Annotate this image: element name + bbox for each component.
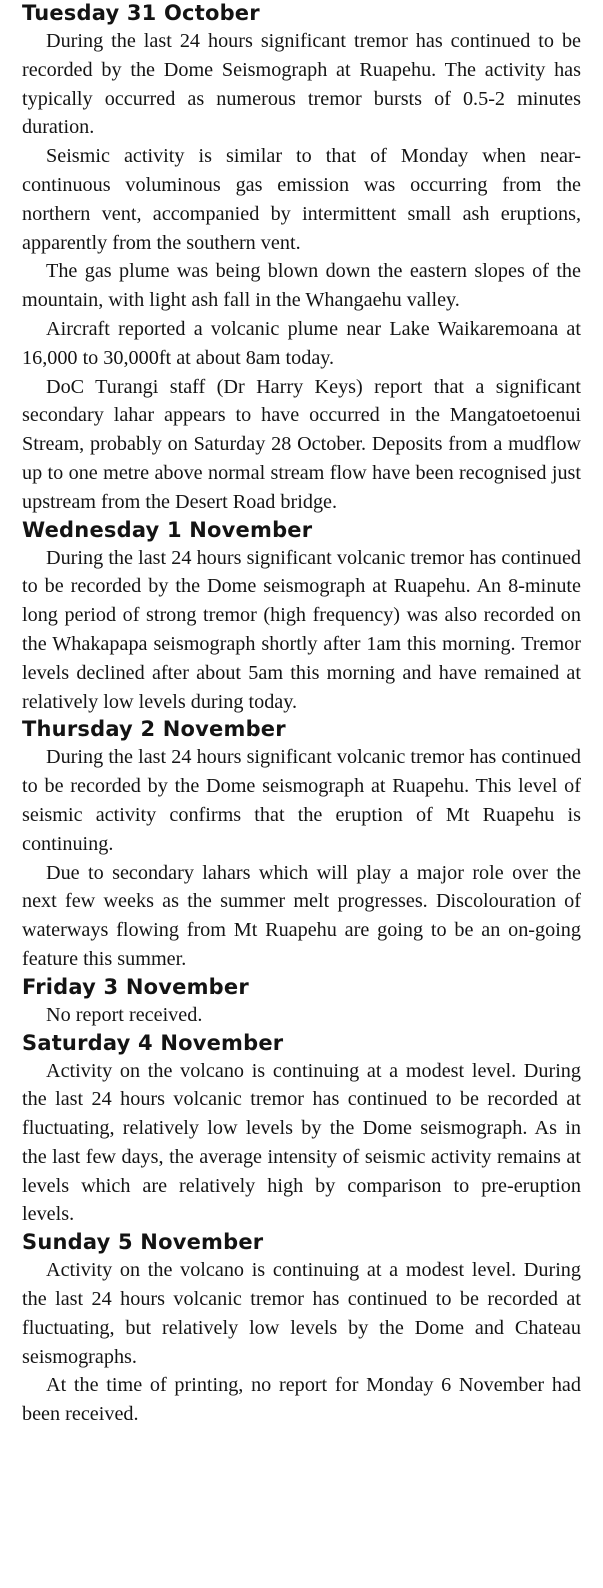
entry-paragraph: During the last 24 hours significant volcanic tremor has continued to be recorded by the Dome seismograph at Ruapehu. An 8-minute long period of strong tremor (high frequency) was also recorded on the Whakapapa seismograph shortly after 1am this morning. Tremor levels declined after about 5am this morning and have remained at relatively low levels during today. — [22, 546, 581, 713]
entry-heading: Thursday 2 November — [22, 717, 286, 742]
entry-heading: Saturday 4 November — [22, 1030, 284, 1055]
entry-wednesday-1-november — [22, 517, 581, 717]
entry-heading: Friday 3 November — [22, 974, 249, 999]
entry-paragraph: During the last 24 hours significant tremor has continued to be recorded by the Dome Seismograph at Ruapehu. The activity has typically occurred as numerous tremor bursts of 0.5-2 minutes duration. — [22, 30, 581, 139]
entry-paragraph: Due to secondary lahars which will play a major role over the next few weeks as the summer melt progresses. Discolouration of waterways flowing from Mt Ruapehu are going to be an on-going feature this summer. — [22, 861, 581, 970]
entry-tuesday-31-october — [22, 0, 581, 517]
entry-thursday-2-november — [22, 716, 581, 973]
entry-paragraph: Activity on the volcano is continuing at a modest level. During the last 24 hours volcanic tremor has continued to be recorded at fluctuating, but relatively low levels by the Dome and Chateau seismographs. — [22, 1259, 581, 1368]
entry-sunday-5-november — [22, 1229, 581, 1429]
entry-friday-3-november — [22, 974, 581, 1030]
entry-paragraph: DoC Turangi staff (Dr Harry Keys) report that a significant secondary lahar appears to have occurred in the Mangatoetoenui Stream, probably on Saturday 28 October. Deposits from a mudflow up to one metre above normal stream flow have been recognised just upstream from the Desert Road bridge. — [22, 375, 581, 513]
entry-paragraph: During the last 24 hours significant volcanic tremor has continued to be recorded by the Dome seismograph at Ruapehu. This level of seismic activity confirms that the eruption of Mt Ruapehu is continuing. — [22, 746, 581, 855]
entry-paragraph: Activity on the volcano is continuing at a modest level. During the last 24 hours volcanic tremor has continued to be recorded at fluctuating, relatively low levels by the Dome seismograph. As in the last few days, the average intensity of seismic activity remains at levels which are relatively high by comparison to pre-eruption levels. — [22, 1059, 581, 1226]
entry-paragraph: At the time of printing, no report for Monday 6 November had been received. — [22, 1374, 581, 1426]
entry-paragraph: Aircraft reported a volcanic plume near Lake Waikaremoana at 16,000 to 30,000ft at about 8am today. — [22, 317, 581, 369]
entry-paragraph: Seismic activity is similar to that of Monday when near-continuous voluminous gas emission was occurring from the northern vent, accompanied by intermittent small ash eruptions, apparently from the southern vent. — [22, 145, 581, 254]
entry-heading: Wednesday 1 November — [22, 517, 313, 542]
entry-paragraph: The gas plume was being blown down the eastern slopes of the mountain, with light ash fall in the Whangaehu valley. — [22, 260, 581, 312]
entry-paragraph: No report received. — [46, 1003, 203, 1026]
entry-heading: Tuesday 31 October — [22, 1, 260, 25]
entry-heading: Sunday 5 November — [22, 1230, 264, 1255]
entry-saturday-4-november — [22, 1030, 581, 1230]
